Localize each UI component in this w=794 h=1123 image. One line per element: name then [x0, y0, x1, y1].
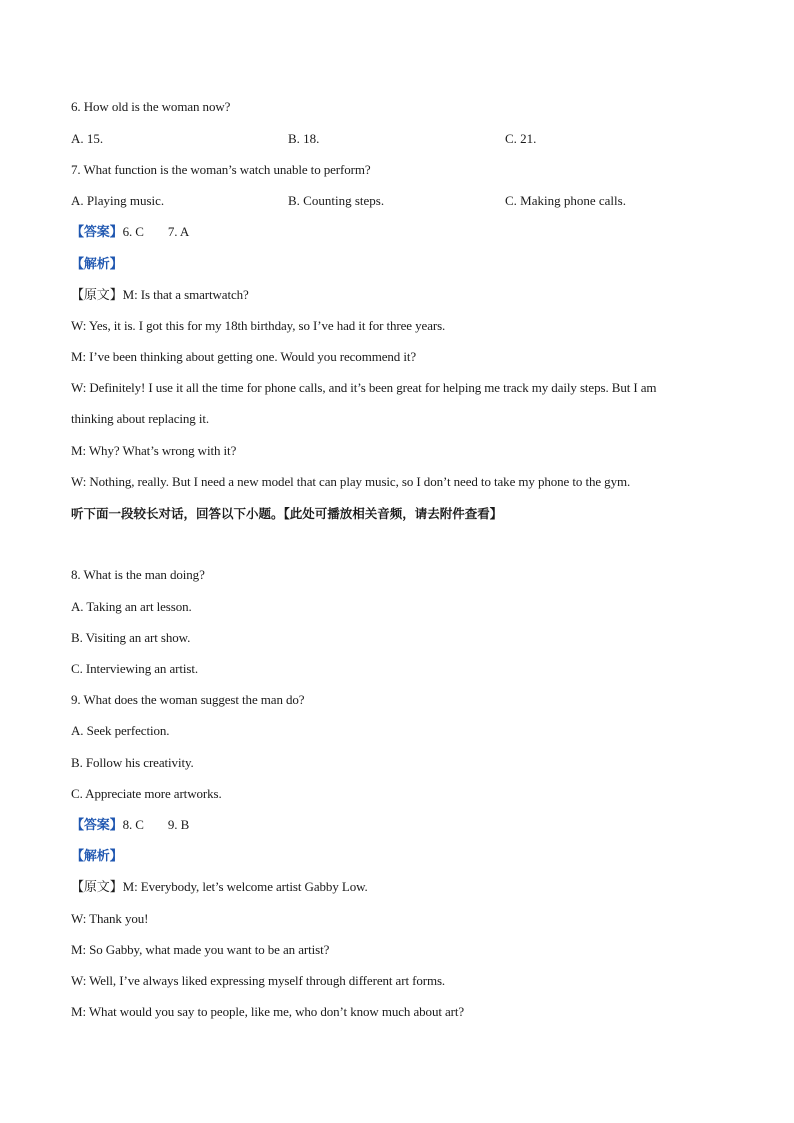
answer-2: 9. B [167, 817, 190, 832]
analysis-line [71, 256, 123, 272]
original-label: 【原文】 [71, 879, 123, 894]
transcript-line: M: What would you say to people, like me, who don’t know much about art? [71, 1004, 465, 1019]
question-6-options [71, 131, 731, 147]
transcript-line: W: Thank you! [71, 911, 149, 926]
answer-line [71, 224, 189, 240]
analysis-label: 【解析】 [71, 848, 123, 863]
transcript-line: M: So Gabby, what made you want to be an artist? [71, 942, 330, 957]
analysis-label: 【解析】 [71, 256, 123, 271]
question-7-options [71, 193, 731, 209]
analysis-line [71, 848, 123, 864]
question-8-option-c: C. Interviewing an artist. [71, 661, 199, 676]
transcript-line: 【原文】M: Is that a smartwatch? [71, 287, 249, 302]
transcript-line: M: I’ve been thinking about getting one. Would you recommend it? [71, 349, 417, 364]
option-c: C. Making phone calls. [505, 193, 626, 208]
option-a: A. 15. [71, 131, 104, 146]
transcript-line: W: Nothing, really. But I need a new model that can play music, so I don’t need to take my phone to the gym. [71, 474, 631, 489]
transcript-line: thinking about replacing it. [71, 411, 210, 426]
option-a: A. Playing music. [71, 193, 165, 208]
transcript-line: M: Why? What’s wrong with it? [71, 443, 237, 458]
option-c: C. 21. [505, 131, 537, 146]
transcript-line: 【原文】M: Everybody, let’s welcome artist Gabby Low. [71, 879, 368, 894]
question-8-option-b: B. Visiting an art show. [71, 630, 191, 645]
original-label: 【原文】 [71, 287, 123, 302]
answer-1: 8. C [122, 817, 144, 832]
transcript-line: W: Definitely! I use it all the time for phone calls, and it’s been great for helping me track my daily steps. But I am [71, 380, 657, 395]
question-8-option-a: A. Taking an art lesson. [71, 599, 192, 614]
answer-label: 【答案】 [71, 224, 123, 239]
question-9-option-a: A. Seek perfection. [71, 723, 170, 738]
transcript-line: W: Yes, it is. I got this for my 18th birthday, so I’ve had it for three years. [71, 318, 446, 333]
question-7: 7. What function is the woman’s watch unable to perform? [71, 162, 371, 177]
question-8: 8. What is the man doing? [71, 567, 205, 582]
transcript-line: W: Well, I’ve always liked expressing myself through different art forms. [71, 973, 446, 988]
question-9-option-c: C. Appreciate more artworks. [71, 786, 222, 801]
answer-2: 7. A [167, 224, 190, 239]
option-b: B. 18. [288, 131, 320, 146]
answer-line [71, 817, 189, 833]
listening-instruction: 听下面一段较长对话，回答以下小题。【此处可播放相关音频，请去附件查看】 [71, 506, 503, 521]
answer-1: 6. C [122, 224, 144, 239]
question-9: 9. What does the woman suggest the man do? [71, 692, 305, 707]
question-9-option-b: B. Follow his creativity. [71, 755, 194, 770]
question-6: 6. How old is the woman now? [71, 99, 231, 114]
option-b: B. Counting steps. [288, 193, 385, 208]
answer-label: 【答案】 [71, 817, 123, 832]
